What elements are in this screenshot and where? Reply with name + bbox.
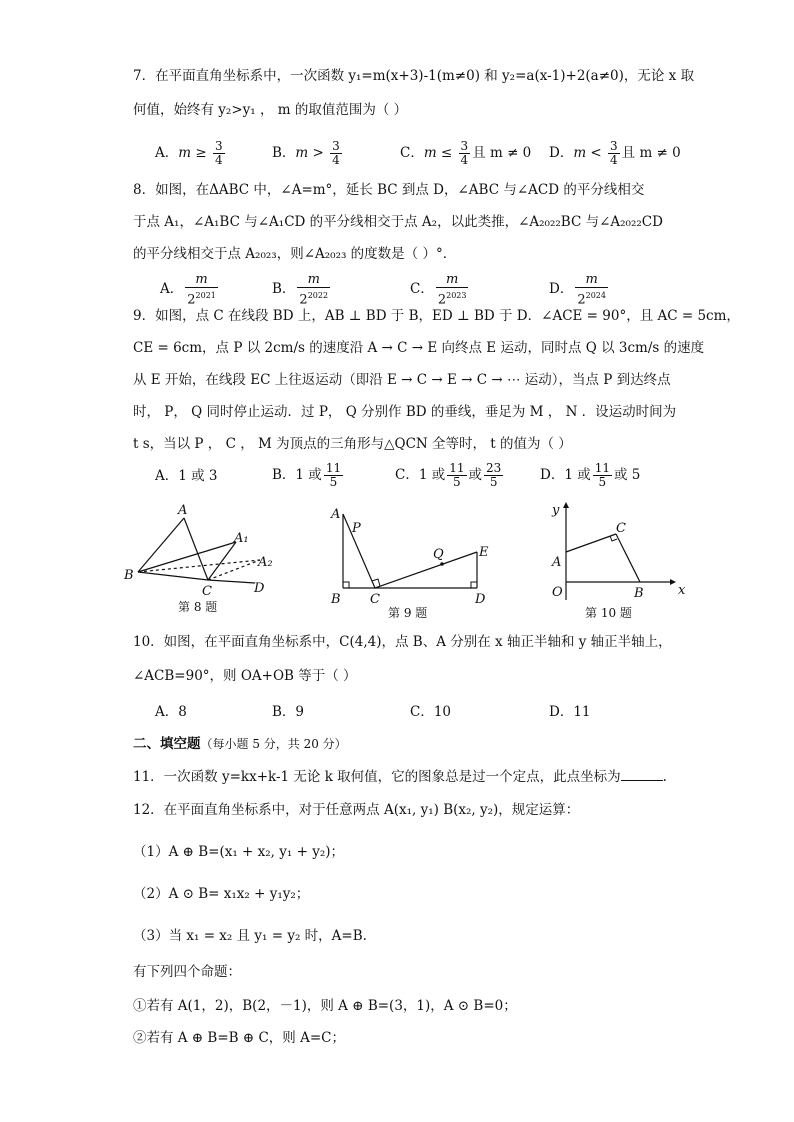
q8-option-d: D． $\frac{m}{2^{2024}}$ <box>549 272 606 308</box>
fig9-point-q <box>440 562 444 566</box>
fig8-label-d: D <box>254 581 265 596</box>
q12-intro: 有下列四个命题： <box>133 964 241 980</box>
fig8-segment-ba <box>138 518 184 572</box>
q7-line1: 7．在平面直角坐标系中，一次函数 y₁=m(x+3)-1(m≠0) 和 y₂=a(x-1)+2(a≠0)，无论 x 取 <box>133 68 695 84</box>
fig8-label-c: C <box>202 584 212 599</box>
fig8-caption: 第 8 题 <box>178 600 218 614</box>
fig9-label-b: B <box>331 592 341 607</box>
fig8-segment-ca1 <box>208 542 236 580</box>
fig9-label-e: E <box>479 545 489 560</box>
q7-option-a: A．m ≥ $\frac{3}{4}$ <box>155 139 223 167</box>
q8-line2: 于点 A₁，∠A₁BC 与∠A₁CD 的平分线相交于点 A₂，以此类推，∠A₂₀₂₂BC 与∠A₂₀₂₂CD <box>133 214 663 230</box>
section-2-heading <box>133 734 347 754</box>
q12-rule1: （1）A ⊕ B=(x₁ + x₂, y₁ + y₂)； <box>133 844 344 860</box>
fig9-label-q: Q <box>433 547 444 562</box>
q9-line2: CE = 6cm，点 P 以 2cm/s 的速度沿 A → C → E 向终点 E 运动，同时点 Q 以 3cm/s 的速度 <box>133 340 705 356</box>
q9-line3: 从 E 开始，在线段 EC 上往返运动（即沿 E → C → E → C → ⋯ 运动），当点 P 到达终点 <box>133 372 671 388</box>
figure-8 <box>120 500 290 600</box>
fig9-label-a: A <box>331 507 341 522</box>
q9-line4: 时， P， Q 同时停止运动．过 P， Q 分别作 BD 的垂线，垂足为 M ， N ．设运动时间为 <box>133 404 677 420</box>
fig8-label-a: A <box>178 503 188 518</box>
q12-rule3: （3）当 x₁ = x₂ 且 y₁ = y₂ 时，A=B. <box>133 928 367 944</box>
fig10-label-o: O <box>552 585 563 600</box>
q10-option-b: B．9 <box>272 704 305 720</box>
fig10-label-y: y <box>552 503 560 518</box>
q8-line3: 的平分线相交于点 A₂₀₂₃，则∠A₂₀₂₃ 的度数是（ ）°． <box>133 246 457 262</box>
q12-rule2: （2）A ⊙ B= x₁x₂ + y₁y₂； <box>133 886 310 902</box>
figure-9 <box>325 500 495 610</box>
fig8-label-a1: A₁ <box>234 531 249 546</box>
fig10-right-angle-c <box>610 536 617 541</box>
q12-prop2: ②若有 A ⊕ B=B ⊕ C，则 A=C； <box>133 1030 345 1046</box>
fig9-label-c: C <box>370 592 380 607</box>
q8-option-c: C． $\frac{m}{2^{2023}}$ <box>410 272 467 308</box>
fig10-label-x: x <box>678 583 686 598</box>
fig8-label-b: B <box>124 568 134 583</box>
q7-option-c: C．m ≤ $\frac{3}{4}$ 且 m ≠ 0 <box>400 139 532 167</box>
q9-line5: t s，当以 P ， C ， M 为顶点的三角形与△QCN 全等时， t 的值为（ ） <box>133 436 572 452</box>
q9-option-c: C．1 或 $\frac{11}{5}$ 或 $\frac{23}{5}$ <box>395 461 502 489</box>
fig10-y-arrow <box>563 502 569 508</box>
fig8-segment-cd <box>208 580 255 583</box>
q7-option-b: B．m > $\frac{3}{4}$ <box>272 139 340 167</box>
fig10-segment-ac <box>566 534 616 552</box>
section-2-title: 二、填空题 <box>133 736 201 752</box>
q11-line: 11．一次函数 y=kx+k-1 无论 k 取何值，它的图象总是过一个定点，此点坐标为 . <box>133 766 667 787</box>
q12-line1: 12．在平面直角坐标系中，对于任意两点 A(x₁, y₁) B(x₂, y₂)，规定运算： <box>133 802 580 818</box>
fig8-segment-ac <box>184 518 208 580</box>
q10-option-c: C．10 <box>410 704 452 720</box>
fig9-label-p: P <box>352 521 361 536</box>
fig10-label-a: A <box>552 555 562 570</box>
q9-option-a: A．1 或 3 <box>155 468 218 484</box>
figure-10 <box>538 500 688 610</box>
fig10-segment-cb <box>616 534 640 582</box>
fig9-right-angle-b <box>343 582 349 588</box>
fig10-caption: 第 10 题 <box>585 606 632 620</box>
q9-line1: 9．如图，点 C 在线段 BD 上，AB ⊥ BD 于 B，ED ⊥ BD 于 D．∠ACE = 90°，且 AC = 5cm， <box>133 308 740 324</box>
q10-line2: ∠ACB=90°，则 OA+OB 等于（ ） <box>133 668 357 684</box>
q8-option-b: B． $\frac{m}{2^{2022}}$ <box>272 272 329 308</box>
section-2-note: （每小题 5 分，共 20 分） <box>200 737 347 751</box>
q10-option-d: D．11 <box>549 704 591 720</box>
q12-prop1: ①若有 A(1，2)，B(2，－1)，则 A ⊕ B=(3，1)，A ⊙ B=0； <box>133 998 517 1014</box>
fig10-x-arrow <box>670 579 676 585</box>
fig10-label-c: C <box>616 521 626 536</box>
q10-line1: 10．如图，在平面直角坐标系中，C(4,4)，点 B、A 分别在 x 轴正半轴和 y 轴正半轴上， <box>133 634 672 650</box>
fig9-segment-ce <box>375 552 477 588</box>
q7-line2: 何值，始终有 y₂>y₁ ， m 的取值范围为（ ） <box>133 102 408 118</box>
q7-option-d: D．m < $\frac{3}{4}$ 且 m ≠ 0 <box>549 139 681 167</box>
fig8-segment-bc <box>138 572 208 580</box>
q9-option-b: B．1 或 $\frac{11}{5}$ <box>272 461 342 489</box>
q8-line1: 8．如图，在ΔABC 中，∠A=m°，延长 BC 到点 D，∠ABC 与∠ACD 的平分线相交 <box>133 182 645 198</box>
q10-option-a: A．8 <box>155 704 187 720</box>
q9-option-d: D．1 或 $\frac{11}{5}$ 或 5 <box>540 461 641 489</box>
fig8-label-a2: A₂ <box>258 555 273 570</box>
fig9-label-d: D <box>475 592 486 607</box>
fig9-right-angle-d <box>471 582 477 588</box>
q11-answer-blank[interactable] <box>621 766 663 781</box>
fig10-label-b: B <box>634 586 644 601</box>
q8-option-a: A． $\frac{m}{2^{2021}}$ <box>160 272 216 308</box>
fig9-caption: 第 9 题 <box>388 606 428 620</box>
